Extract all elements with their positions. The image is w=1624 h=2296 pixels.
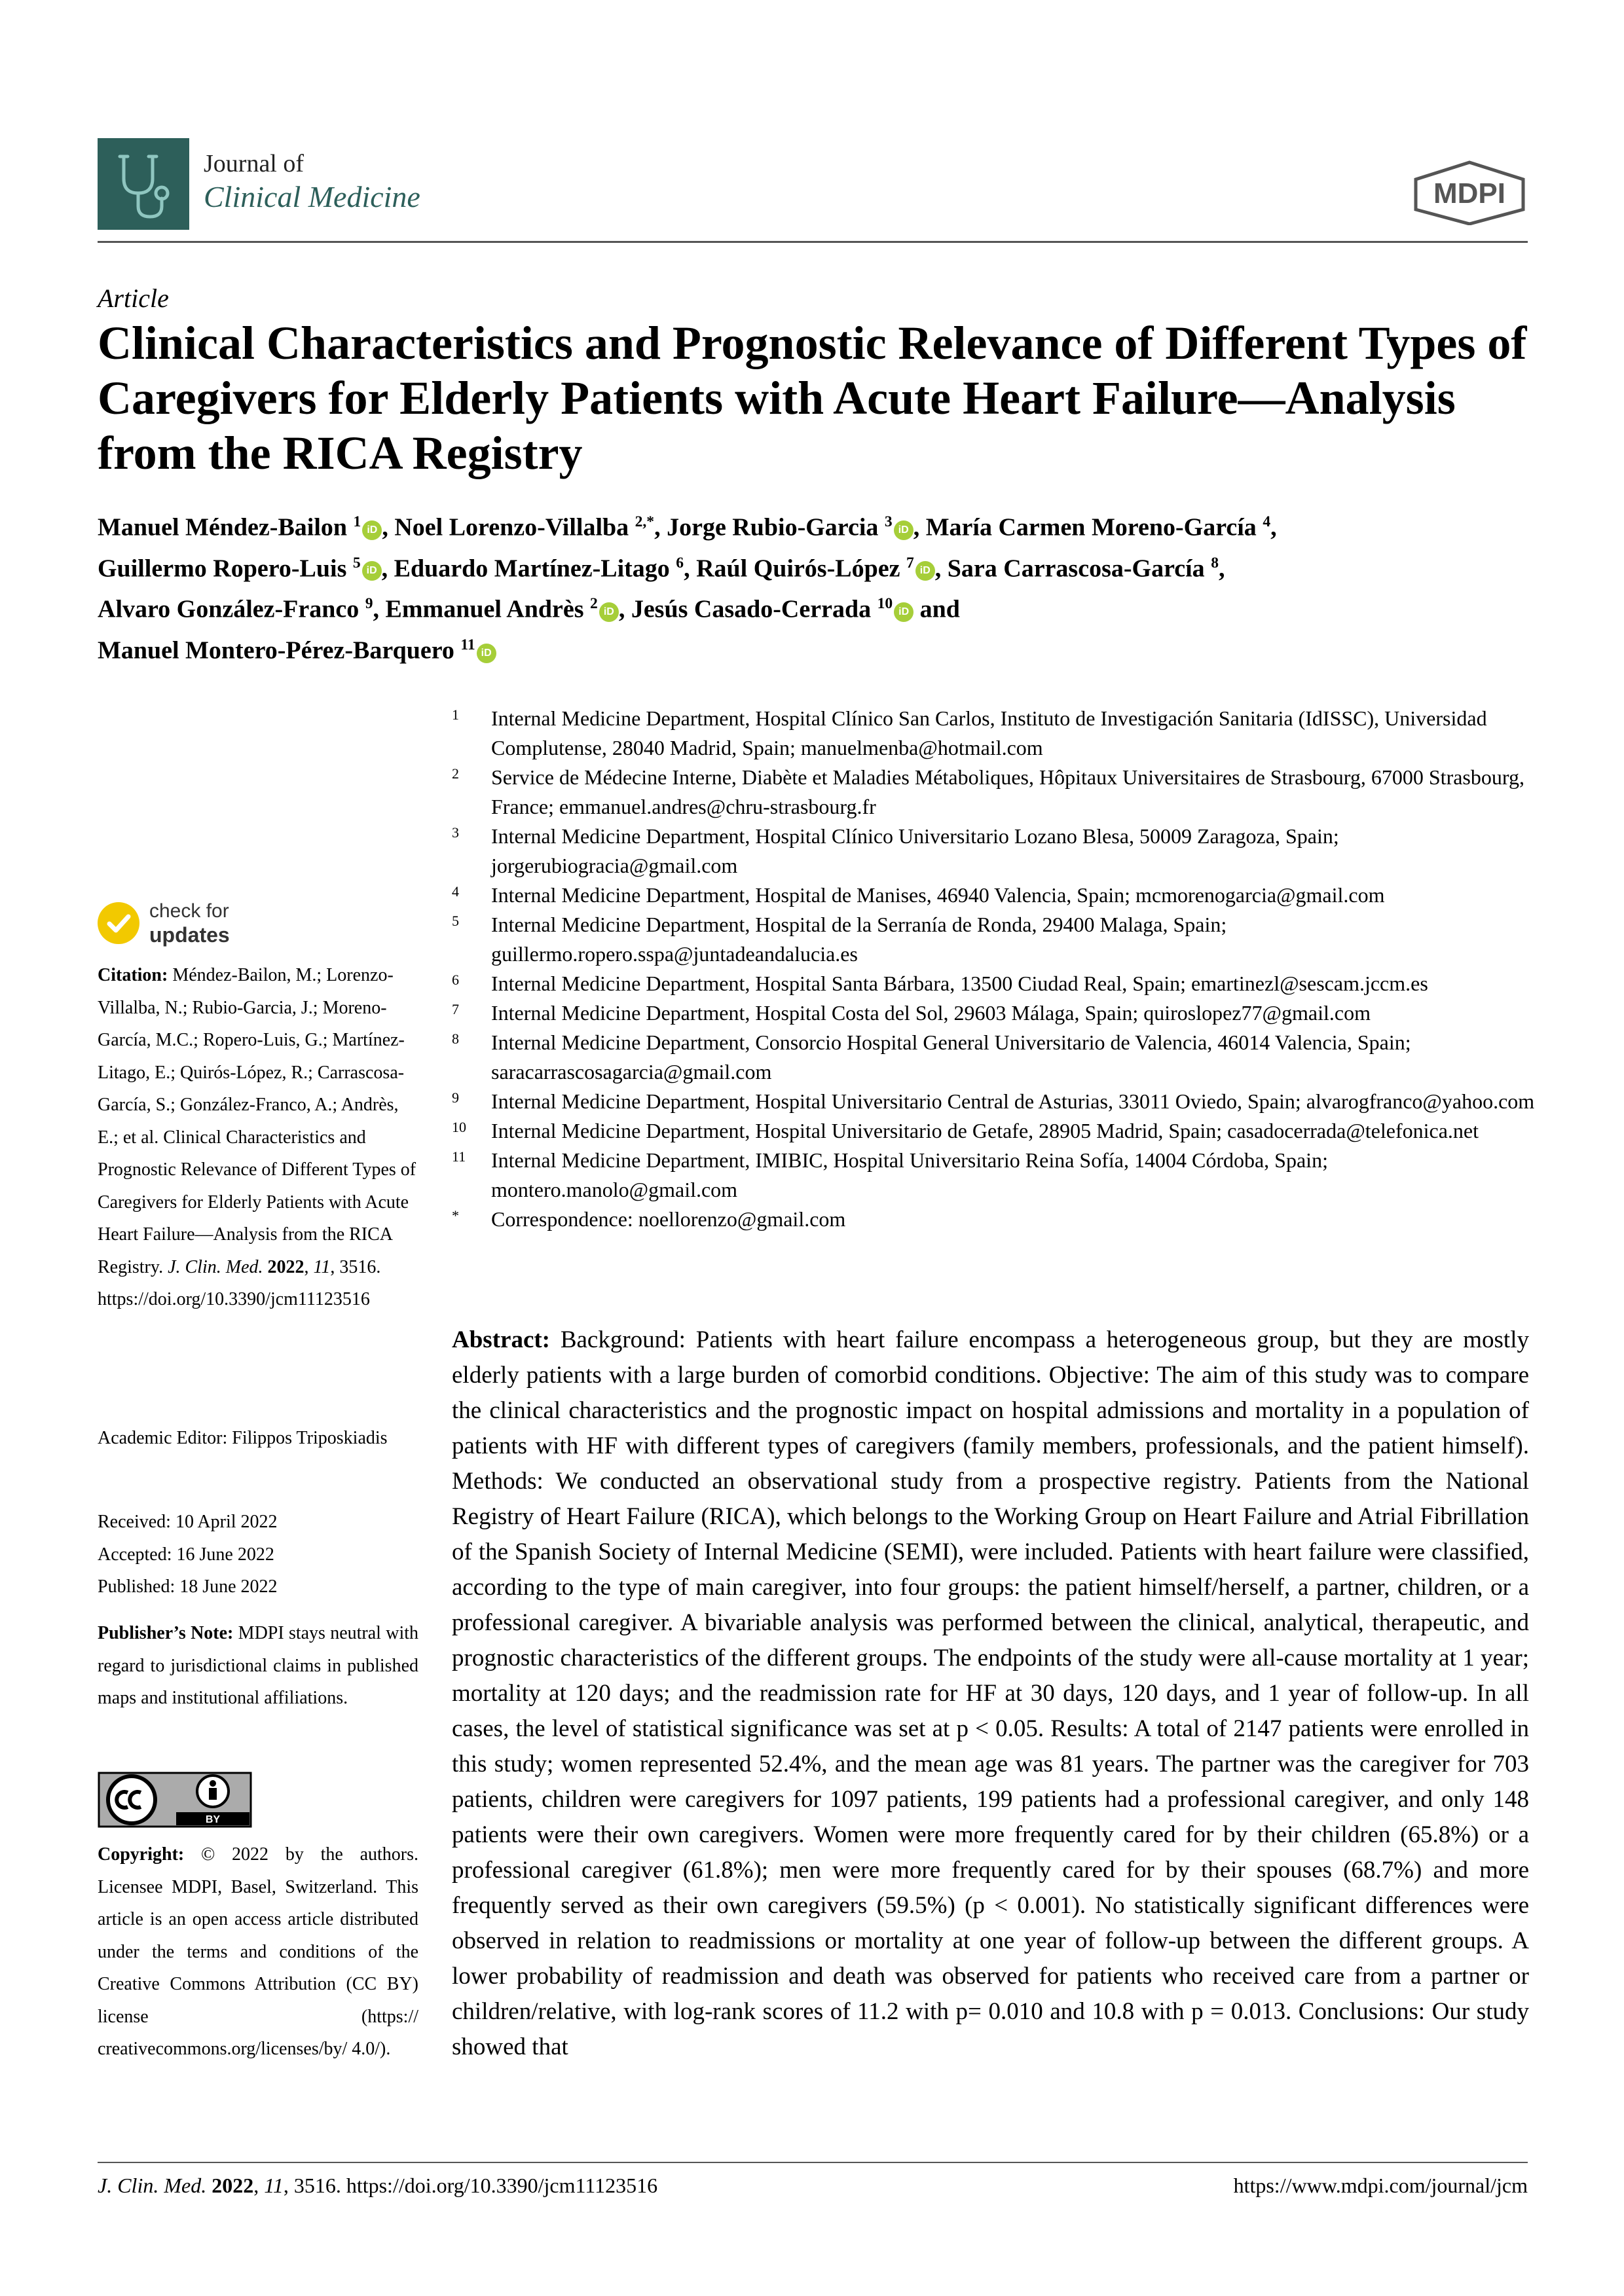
affiliation-text: Service de Médecine Interne, Diabète et Maladies Métaboliques, Hôpitaux Universitaires de Strasbourg, 67000 Strasbourg, France; emmanuel.andres@chru-strasbourg.fr [491,765,1524,818]
author-affiliation-marker: 6 [676,554,684,572]
mdpi-hexagon-icon [1411,160,1528,225]
citation-doi[interactable]: , 3516. https://doi.org/10.3390/jcm11123516 [98,1256,381,1309]
affiliation-item [452,969,1539,998]
author-affiliation-marker: 1 [353,513,361,530]
affiliation-text: Internal Medicine Department, Hospital Santa Bárbara, 13500 Ciudad Real, Spain; emartinezl@sescam.jccm.es [491,972,1428,995]
citation-block: Citation: Méndez-Bailon, M.; Lorenzo-Villalba, N.; Rubio-Garcia, J.; Moreno-García, M.C.; Ropero-Luis, G.; Martínez-Litago, E.; Quirós-López, R.; Carrascosa-García, S.; González-Franco, A.; Andrès, E.; et al. Clinical Characteristics and Prognostic Relevance of Different Types of Caregivers for Elderly Patients with Acute Heart Failure—Analysis from the RICA Registry. J. Clin. Med. 2022, 11, 3516. https://doi.org/10.3390/jcm11123516 [98,965,416,1309]
citation-text: Méndez-Bailon, M.; Lorenzo-Villalba, N.; Rubio-Garcia, J.; Moreno-García, M.C.; Ropero-Luis, G.; Martínez-Litago, E.; Quirós-López, R.; Carrascosa-García, S.; González-Franco, A.; Andrès, E.; et al. Clinical Characteristics and Prognostic Relevance of Different Types of Caregivers for Elderly Patients with Acute Heart Failure—Analysis from the RICA Registry. [98,965,416,1277]
academic-editor: Academic Editor: Filippos Triposkiadis [98,1428,388,1448]
article-dates [98,1506,418,1603]
orcid-icon[interactable]: iD [362,520,382,540]
cc-by-license-badge[interactable] [98,1772,252,1828]
author-affiliation-marker: 2,* [635,513,655,530]
affiliation-number: 2 [452,765,459,782]
affiliation-item [452,881,1539,910]
footer-journal-url[interactable]: https://www.mdpi.com/journal/jcm [1233,2174,1528,2197]
publisher-note-text: MDPI stays neutral with regard to jurisdictional claims in published maps and institutional affiliations. [98,1623,419,1708]
footer-volume: 11 [264,2174,284,2197]
affiliation-item [452,704,1539,763]
copyright-label: Copyright: [98,1844,185,1865]
affiliation-item [452,1146,1539,1205]
author-name[interactable]: Alvaro González-Franco [98,595,360,623]
author-affiliation-marker: 3 [884,513,893,530]
author-affiliation-marker: 5 [352,554,361,572]
affiliation-number: 9 [452,1089,459,1106]
author-affiliation-marker: 11 [460,636,475,653]
copyright-text: © 2022 by the authors. Licensee MDPI, Basel, Switzerland. This article is an open access article distributed under the terms and conditions of the Creative Commons Attribution (CC BY) license (https:// creativecommons.org/licenses/by/ 4.0/). [98,1844,418,2059]
footer-year: 2022 [212,2174,254,2197]
footer-citation: J. Clin. Med. 2022, 11, 3516. https://doi.org/10.3390/jcm11123516 [98,2174,658,2197]
published-date: Published: 18 June 2022 [98,1576,278,1597]
author-affiliation-marker: 10 [877,595,893,613]
stethoscope-icon [98,138,189,230]
affiliation-text: Internal Medicine Department, Hospital Clínico Universitario Lozano Blesa, 50009 Zaragoza, Spain; jorgerubiogracia@gmail.com [491,824,1339,877]
author-list: Manuel Méndez-Bailon $^1$ iD , Noel Lorenzo-Villalba $^{2,*}$, Jorge Rubio-Garcia $^3$ iD , María Carmen Moreno-García $^4$, Guillermo Ropero-Luis $^5$ iD , Eduardo Martínez-Litago $^6$, Raúl Quirós-López $^7$ iD , Sara Carrascosa-García $^8$, Alvaro González-Franco $^9$, Emmanuel Andrès $^2$ iD , Jesús Casado-Cerrada $^{10}$ iD and Manuel Montero-Pérez-Barquero $^{11}$ iD [98,513,1277,665]
journal-name-line2: Clinical Medicine [204,180,420,213]
publisher-note [98,1617,418,1715]
author-name[interactable]: María Carmen Moreno-García [925,513,1257,541]
author-name[interactable]: Guillermo Ropero-Luis [98,555,347,583]
affiliation-item [452,1087,1539,1116]
affiliation-number: 3 [452,824,459,841]
orcid-icon[interactable]: iD [477,644,496,663]
citation-volume: 11 [313,1256,331,1277]
author-name[interactable]: Jesús Casado-Cerrada [631,595,872,623]
author-affiliation-marker: 9 [365,595,373,613]
affiliation-item [452,1028,1539,1087]
orcid-icon[interactable]: iD [362,561,382,581]
affiliation-item [452,910,1539,969]
cc-badge-text: BY [205,1814,221,1825]
affiliation-text: Internal Medicine Department, Hospital Universitario de Getafe, 28905 Madrid, Spain; casadocerrada@telefonica.net [491,1119,1479,1142]
citation-label: Citation: [98,965,168,985]
author-name[interactable]: Manuel Méndez-Bailon [98,513,348,541]
affiliation-number: * [452,1207,459,1224]
affiliation-number: 7 [452,1001,459,1017]
check-updates-line2[interactable]: updates [149,923,230,947]
article-title: Clinical Characteristics and Prognostic Relevance of Different Types of Caregivers for Elderly Patients with Acute Heart Failure—Analysis from the RICA Registry [98,317,1527,479]
author-affiliation-marker: 4 [1263,513,1271,530]
affiliation-text: Internal Medicine Department, Hospital Universitario Central de Asturias, 33011 Oviedo, Spain; alvarogfranco@yahoo.com [491,1089,1535,1113]
author-name[interactable]: Noel Lorenzo-Villalba [394,513,629,541]
creative-commons-icon [98,1772,252,1828]
affiliation-number: 8 [452,1030,459,1047]
affiliation-text: Internal Medicine Department, Hospital de Manises, 46940 Valencia, Spain; mcmorenogarcia@gmail.com [491,883,1385,907]
citation-year: 2022 [267,1256,304,1277]
affiliation-item [452,1205,1539,1234]
author-name[interactable]: Sara Carrascosa-García [947,555,1205,583]
abstract [452,1322,1529,2065]
author-name[interactable]: Jorge Rubio-Garcia [667,513,879,541]
author-name[interactable]: Eduardo Martínez-Litago [394,555,670,583]
author-name[interactable]: Manuel Montero-Pérez-Barquero [98,636,454,665]
affiliation-text: Internal Medicine Department, Consorcio Hospital General Universitario de Valencia, 46014 Valencia, Spain; saracarrascosagarcia@gmail.com [491,1030,1411,1084]
affiliation-text: Correspondence: noellorenzo@gmail.com [491,1207,846,1231]
footer-journal: J. Clin. Med. [98,2174,207,2197]
article-type: Article [98,283,169,313]
citation-journal: J. Clin. Med. [168,1256,263,1277]
author-affiliation-marker: 8 [1211,554,1219,572]
publisher-logo-text: MDPI [1433,177,1505,210]
orcid-icon[interactable]: iD [894,602,913,622]
mdpi-logo[interactable] [1411,160,1528,225]
author-affiliation-marker: 2 [590,595,598,613]
affiliation-item [452,822,1539,881]
affiliation-number: 6 [452,972,459,988]
orcid-icon[interactable]: iD [599,602,619,622]
affiliation-text: Internal Medicine Department, IMIBIC, Hospital Universitario Reina Sofía, 14004 Córdoba, Spain; montero.manolo@gmail.com [491,1148,1328,1201]
publisher-note-label: Publisher’s Note: [98,1623,234,1643]
check-updates-icon[interactable] [98,902,139,944]
journal-name-line1: Journal of [204,150,304,177]
footer-doi[interactable]: , 3516. https://doi.org/10.3390/jcm11123516 [283,2174,658,2197]
author-name[interactable]: Raúl Quirós-López [696,555,900,583]
copyright-block [98,1838,418,2066]
footer-divider [98,2162,1528,2163]
abstract-label: Abstract: [452,1326,551,1353]
affiliation-number: 10 [452,1119,466,1135]
abstract-text: Background: Patients with heart failure encompass a heterogeneous group, but they are mostly elderly patients with a large burden of comorbid conditions. Objective: The aim of this study was to compare the clinical characteristics and the prognostic impact on hospital admissions and mortality in a population of patients with HF with different types of caregivers (family members, professionals, and the patient himself). Methods: We conducted an observational study from a prospective registry. Patients from the National Registry of Heart Failure (RICA), which belongs to the Working Group on Heart Failure and Atrial Fibrillation of the Spanish Society of Internal Medicine (SEMI), were included. Patients with heart failure were classified, according to the type of main caregiver, into four groups: the patient himself/herself, a partner, children, or a professional caregiver. A bivariable analysis was performed between the clinical, analytical, therapeutic, and prognostic characteristics of the different groups. The endpoints of the study were all-cause mortality at 1 year; mortality at 120 days; and the readmission rate for HF at 30 days, 120 days, and 1 year of follow-up. In all cases, the level of statistical significance was set at p < 0.05. Results: A total of 2147 patients were enrolled in this study; women represented 52.4%, and the mean age was 81 years. The partner was the caregiver for 703 patients, children were caregivers for 1097 patients, 199 patients had a professional caregiver, and only 148 patients were their own caregivers. Women were more frequently cared for by their children (65.8%) or a professional caregiver (61.8%); men were more frequently cared for by their spouses (68.7%) and more frequently served as their own caregivers (59.5%) (p < 0.001). No statistically significant differences were observed in relation to readmissions or mortality at one year of follow-up between the different groups. A lower probability of readmission and death was observed for patients who received care from a partner or children/relative, with log-rank scores of 11.2 with p= 0.010 and 10.8 with p = 0.013. Conclusions: Our study showed that [452,1326,1529,2060]
author-name[interactable]: Emmanuel Andrès [385,595,584,623]
affiliation-list [452,704,1539,1234]
journal-logo [98,138,189,230]
affiliation-item [452,1116,1539,1146]
header-divider [98,241,1528,243]
affiliation-number: 11 [452,1148,466,1165]
affiliation-item [452,763,1539,822]
orcid-icon[interactable]: iD [915,561,935,581]
authors-joiner: and [919,595,960,623]
affiliation-text: Internal Medicine Department, Hospital Costa del Sol, 29603 Málaga, Spain; quiroslopez77@gmail.com [491,1001,1371,1025]
received-date: Received: 10 April 2022 [98,1512,278,1532]
affiliation-text: Internal Medicine Department, Hospital Clínico San Carlos, Instituto de Investigación Sanitaria (IdISSC), Universidad Complutense, 28040 Madrid, Spain; manuelmenba@hotmail.com [491,706,1487,759]
accepted-date: Accepted: 16 June 2022 [98,1544,274,1565]
affiliation-number: 1 [452,706,459,723]
affiliation-number: 4 [452,883,459,900]
author-affiliation-marker: 7 [906,554,914,572]
affiliation-item [452,998,1539,1028]
check-updates-line1[interactable]: check for [149,900,229,922]
checkmark-icon [98,902,139,944]
affiliation-number: 5 [452,913,459,929]
affiliation-text: Internal Medicine Department, Hospital de la Serranía de Ronda, 29400 Malaga, Spain; guillermo.ropero.sspa@juntadeandalucia.es [491,913,1227,966]
orcid-icon[interactable]: iD [894,520,913,540]
